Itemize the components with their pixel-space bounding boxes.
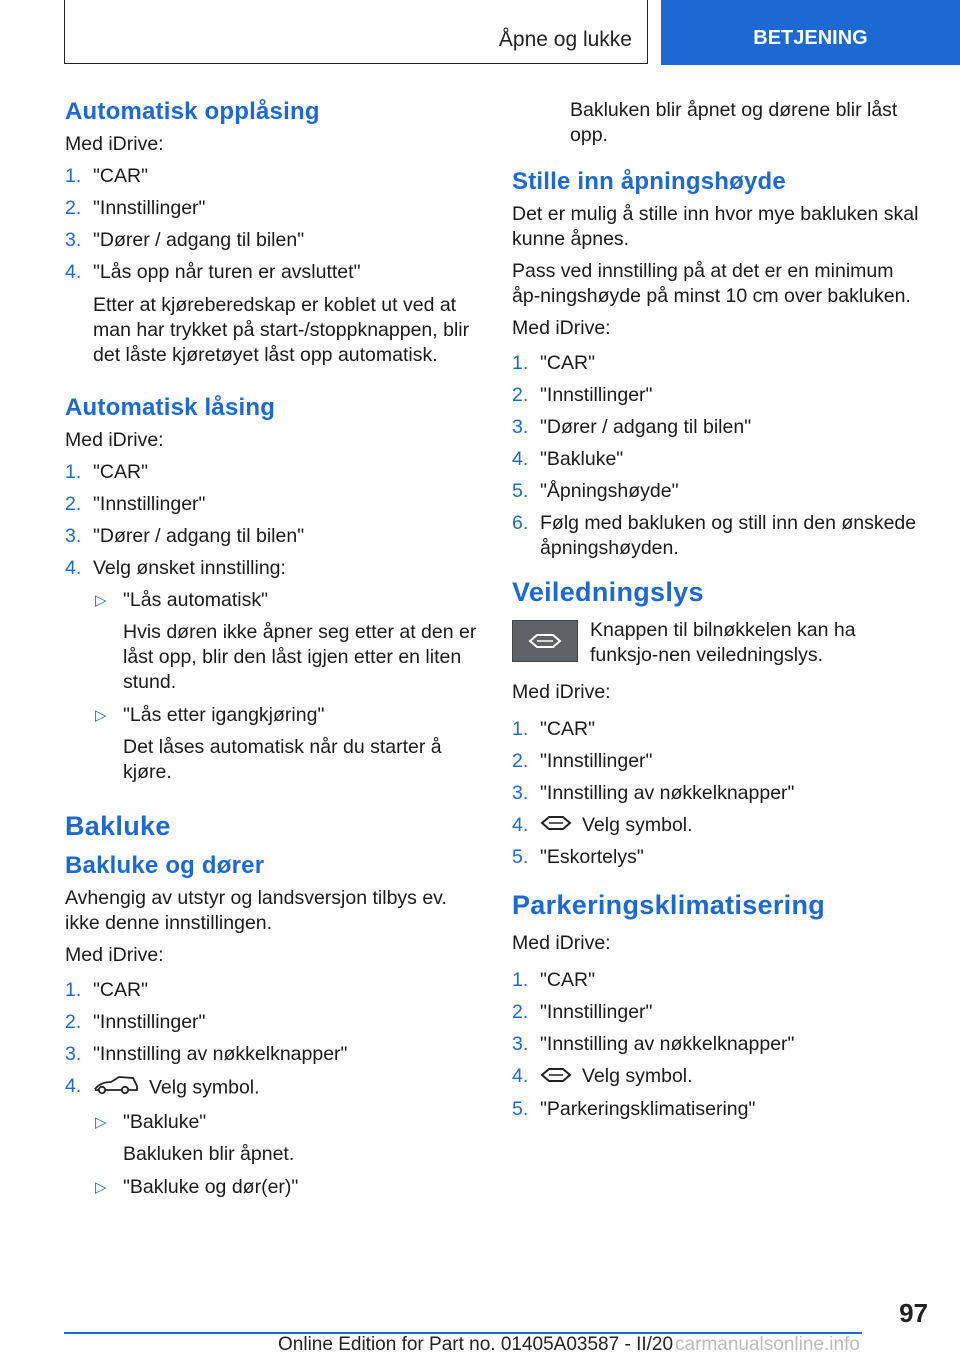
guide-light-symbol-icon <box>540 1065 572 1090</box>
footer-watermark: carmanualsonline.info <box>675 1334 860 1355</box>
list-item: 1. "CAR" <box>65 979 149 1001</box>
intro-text: Med iDrive: <box>512 932 611 955</box>
guide-light-row <box>512 618 922 668</box>
bullet-triangle-icon: ▷ <box>95 1179 107 1196</box>
list-item: 2. "Innstillinger" <box>65 197 206 219</box>
sub-list-item: ▷ "Bakluke" <box>95 1111 207 1133</box>
chapter-title-bakluke: Bakluke <box>65 811 171 841</box>
list-item: 5. "Parkeringsklimatisering" <box>512 1097 756 1120</box>
step-list <box>512 717 922 870</box>
step-list <box>65 978 485 1200</box>
key-button-icon <box>512 620 578 662</box>
description-text: Knappen til bilnøkkelen kan ha funksjo-nen veiledningslys. <box>590 619 856 666</box>
intro-text: Med iDrive: <box>512 317 611 339</box>
step-list <box>65 460 485 785</box>
sub-note-text: Hvis døren ikke åpner seg etter at den er låst opp, blir den låst igjen etter en liten stund. <box>123 621 477 693</box>
list-item: 5. "Åpningshøyde" <box>512 480 679 502</box>
description-text: Det er mulig å stille inn hvor mye bakluken skal kunne åpnes. <box>512 203 919 250</box>
description-text: Avhengig av utstyr og landsversjon tilbys ev. ikke denne innstillingen. <box>65 887 447 934</box>
list-item: 4. Velg symbol. <box>512 813 922 838</box>
page-number: 97 <box>899 1298 928 1328</box>
list-item: 2. "Innstillinger" <box>65 1011 206 1033</box>
list-item: 3. "Innstilling av nøkkelknapper" <box>65 1043 348 1065</box>
sub-list-item: ▷ "Lås automatisk" <box>95 589 268 611</box>
list-item: 3. "Innstilling av nøkkelknapper" <box>512 782 795 804</box>
list-item: 2. "Innstillinger" <box>512 384 653 406</box>
list-item: 2. "Innstillinger" <box>512 1001 653 1024</box>
intro-text: Med iDrive: <box>65 429 164 451</box>
sub-note-text: Det låses automatisk når du starter å kjøre. <box>123 736 442 783</box>
step-list <box>65 164 485 285</box>
left-column <box>65 98 485 1208</box>
intro-text: Med iDrive: <box>512 681 611 703</box>
list-item: 3. "Dører / adgang til bilen" <box>65 525 305 547</box>
section-title-auto-unlock: Automatisk opplåsing <box>65 98 320 125</box>
header-section-title: Åpne og lukke <box>498 28 632 51</box>
list-item: 3. "Dører / adgang til bilen" <box>512 416 752 438</box>
list-item: 3. "Dører / adgang til bilen" <box>65 229 305 251</box>
continued-note-text: Bakluken blir åpnet og dørene blir låst opp. <box>570 99 898 146</box>
bullet-triangle-icon: ▷ <box>95 592 107 609</box>
list-item: 3. "Innstilling av nøkkelknapper" <box>512 1033 795 1056</box>
bullet-triangle-icon: ▷ <box>95 1114 107 1131</box>
sub-note-text: Bakluken blir åpnet. <box>123 1143 295 1165</box>
list-item: 4. Velg symbol. <box>65 1074 485 1103</box>
guide-light-symbol-icon <box>540 813 572 838</box>
intro-text: Med iDrive: <box>65 944 164 966</box>
bullet-triangle-icon: ▷ <box>95 707 107 724</box>
list-item: 1. "CAR" <box>65 165 149 187</box>
list-item: 4. "Bakluke" <box>512 448 624 470</box>
step-list <box>512 968 922 1121</box>
chapter-title-park-climate: Parkeringsklimatisering <box>512 890 826 921</box>
list-item: 4. Velg symbol. <box>512 1064 922 1089</box>
intro-text: Med iDrive: <box>65 133 164 155</box>
car-tailgate-icon <box>93 1074 139 1103</box>
section-title-auto-lock: Automatisk låsing <box>65 394 276 421</box>
list-item: 4. "Lås opp når turen er avsluttet" <box>65 261 361 283</box>
list-item: 6. Følg med bakluken og still inn den ønskede åpningshøyden. <box>512 512 917 559</box>
sub-list-item: ▷ "Lås etter igangkjøring" <box>95 704 325 726</box>
step-list <box>512 351 922 561</box>
sub-list-item: ▷ "Bakluke og dør(er)" <box>95 1176 299 1198</box>
header-chapter-tab[interactable]: BETJENING <box>661 0 960 65</box>
list-item: 1. "CAR" <box>512 718 596 740</box>
right-column <box>512 98 922 1130</box>
description-text: Pass ved innstilling på at det er en minimum åp-ningshøyde på minst 10 cm over bakluken. <box>512 260 911 307</box>
list-item: 1. "CAR" <box>512 352 596 374</box>
list-item: 1. "CAR" <box>65 461 149 483</box>
list-item: 4. Velg ønsket innstilling: <box>65 557 286 579</box>
list-item: 1. "CAR" <box>512 969 596 992</box>
chapter-title-guide-light: Veiledningslys <box>512 577 704 607</box>
footer-edition: Online Edition for Part no. 01405A03587 - II/20 carmanualsonline.info <box>278 1334 860 1355</box>
note-text: Etter at kjøreberedskap er koblet ut ved at man har trykket på start-/stoppknappen, blir det låste kjøretøyet låst opp automatisk. <box>93 294 470 366</box>
section-title-bakluke-doors: Bakluke og dører <box>65 852 265 879</box>
list-item: 2. "Innstillinger" <box>512 750 653 772</box>
list-item: 2. "Innstillinger" <box>65 493 206 515</box>
list-item: 5. "Eskortelys" <box>512 846 644 869</box>
section-title-opening-height: Stille inn åpningshøyde <box>512 168 786 195</box>
